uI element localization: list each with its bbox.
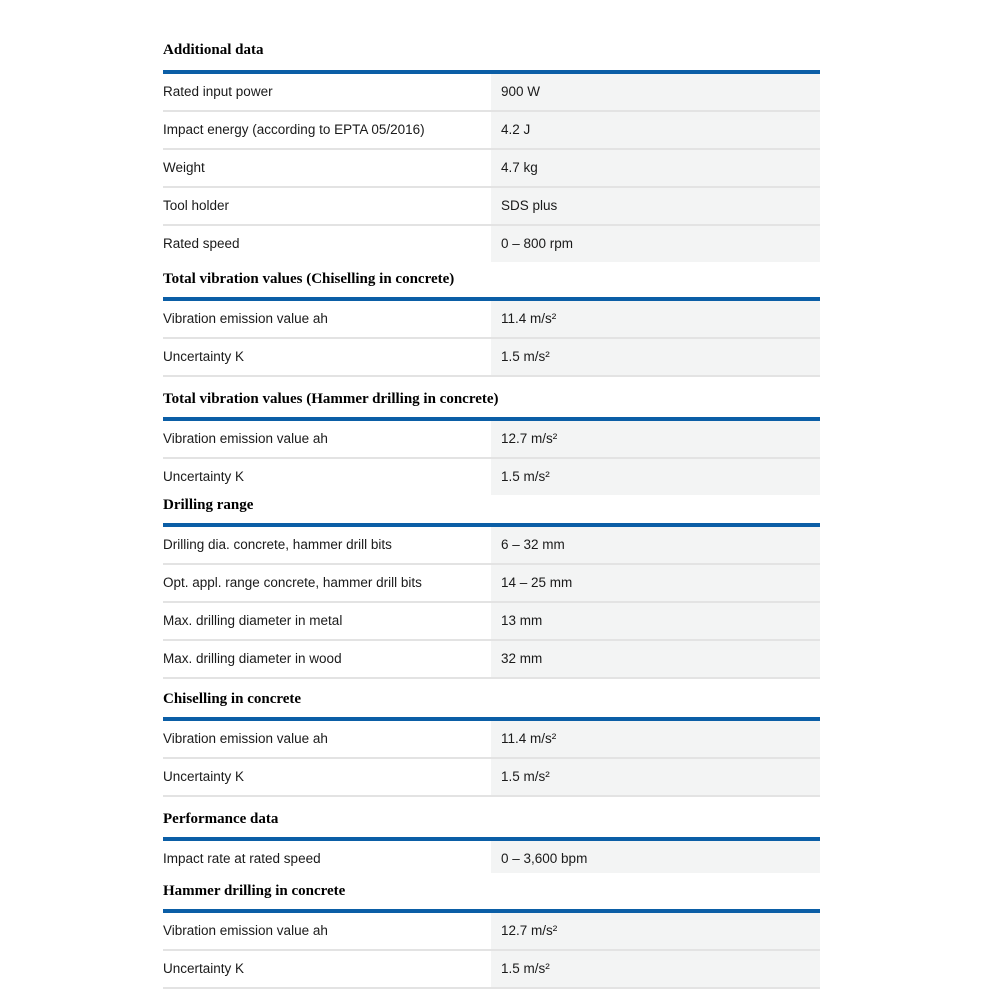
spec-value: 13 mm (491, 603, 820, 639)
spec-table (163, 421, 820, 495)
spec-value: 1.5 m/s² (491, 339, 820, 375)
section-hammer-drilling-concrete (163, 881, 820, 989)
spec-row (163, 74, 820, 112)
spec-table (163, 301, 820, 377)
spec-label: Opt. appl. range concrete, hammer drill bits (163, 575, 422, 590)
spec-label: Impact rate at rated speed (163, 851, 321, 866)
spec-row (163, 759, 820, 797)
section-vibration-chiselling (163, 269, 820, 377)
spec-label: Uncertainty K (163, 469, 245, 484)
spec-label: Uncertainty K (163, 349, 245, 364)
spec-row (163, 913, 820, 951)
spec-table (163, 913, 820, 989)
spec-value: 32 mm (491, 641, 820, 677)
section-title: Total vibration values (Hammer drilling in concrete) (163, 391, 499, 407)
spec-row (163, 565, 820, 603)
spec-row (163, 301, 820, 339)
spec-value: 900 W (491, 74, 820, 110)
spec-value: 12.7 m/s² (491, 913, 820, 949)
section-chiselling-concrete (163, 689, 820, 797)
spec-value: 6 – 32 mm (491, 527, 820, 563)
spec-label: Max. drilling diameter in metal (163, 613, 343, 628)
spec-row (163, 459, 820, 495)
spec-row (163, 527, 820, 565)
section-title: Drilling range (163, 497, 254, 513)
spec-row (163, 841, 820, 873)
spec-label: Weight (163, 160, 205, 175)
spec-row (163, 188, 820, 226)
spec-value: 0 – 3,600 bpm (491, 841, 820, 873)
spec-label: Drilling dia. concrete, hammer drill bits (163, 537, 392, 552)
spec-label: Uncertainty K (163, 961, 245, 976)
spec-row (163, 339, 820, 377)
spec-table (163, 841, 820, 873)
spec-row (163, 112, 820, 150)
spec-label: Max. drilling diameter in wood (163, 651, 342, 666)
spec-value: 11.4 m/s² (491, 721, 820, 757)
spec-label: Rated speed (163, 236, 240, 251)
section-additional-data (163, 40, 820, 262)
spec-value: 1.5 m/s² (491, 759, 820, 795)
section-title: Hammer drilling in concrete (163, 883, 346, 899)
spec-value: 4.2 J (491, 112, 820, 148)
spec-label: Vibration emission value ah (163, 431, 328, 446)
section-title: Additional data (163, 42, 264, 58)
spec-label: Tool holder (163, 198, 230, 213)
section-drilling-range (163, 495, 820, 679)
spec-label: Uncertainty K (163, 769, 245, 784)
section-title: Total vibration values (Chiselling in concrete) (163, 271, 455, 287)
section-vibration-hammer-drilling (163, 389, 820, 495)
spec-label: Vibration emission value ah (163, 731, 328, 746)
spec-label: Vibration emission value ah (163, 311, 328, 326)
spec-row (163, 721, 820, 759)
spec-value: 14 – 25 mm (491, 565, 820, 601)
spec-value: 4.7 kg (491, 150, 820, 186)
spec-value: SDS plus (491, 188, 820, 224)
section-title: Performance data (163, 811, 279, 827)
spec-row (163, 226, 820, 262)
spec-value: 0 – 800 rpm (491, 226, 820, 262)
spec-row (163, 951, 820, 989)
spec-label: Rated input power (163, 84, 273, 99)
section-title: Chiselling in concrete (163, 691, 302, 707)
spec-row (163, 150, 820, 188)
section-performance-data (163, 809, 820, 873)
spec-label: Impact energy (according to EPTA 05/2016) (163, 122, 425, 137)
spec-value: 1.5 m/s² (491, 951, 820, 987)
spec-table (163, 721, 820, 797)
spec-value: 11.4 m/s² (491, 301, 820, 337)
spec-table (163, 74, 820, 262)
spec-row (163, 603, 820, 641)
spec-value: 12.7 m/s² (491, 421, 820, 457)
spec-table (163, 527, 820, 679)
spec-value: 1.5 m/s² (491, 459, 820, 495)
spec-label: Vibration emission value ah (163, 923, 328, 938)
spec-row (163, 421, 820, 459)
spec-row (163, 641, 820, 679)
